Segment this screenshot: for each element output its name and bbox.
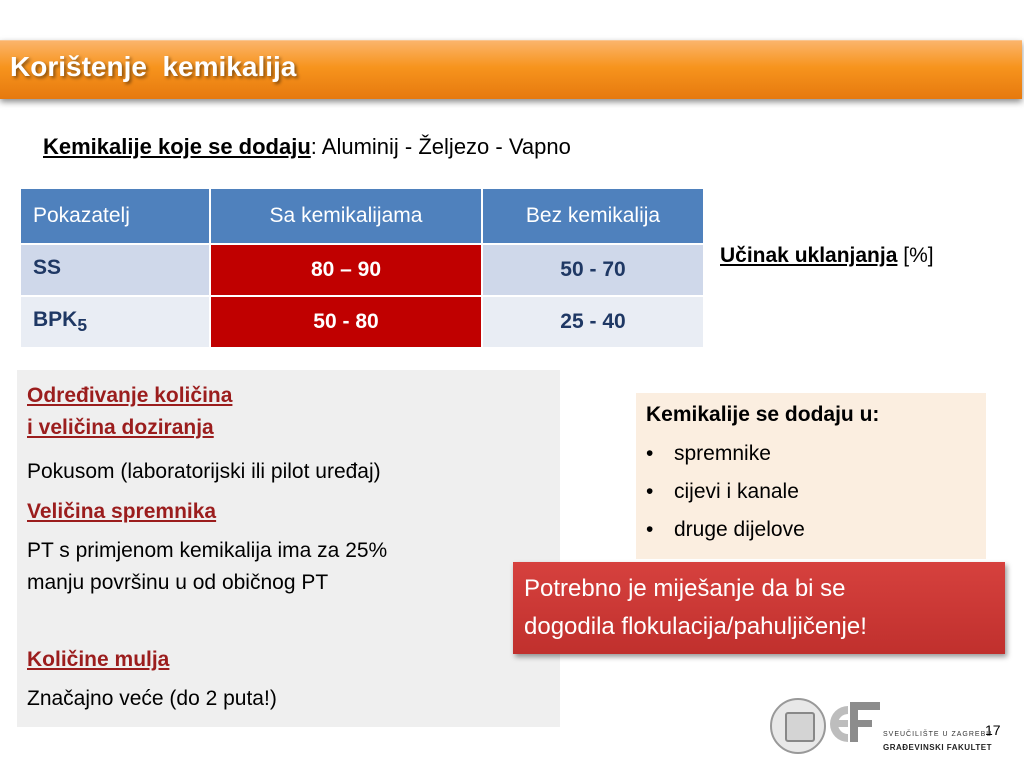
intro-value: : Aluminij - Željezo - Vapno [310, 134, 571, 159]
callout-line-1: Potrebno je miješanje da bi se [524, 575, 846, 602]
cell-with-chemicals: 80 – 90 [210, 244, 482, 296]
cell-without-chemicals: 25 - 40 [482, 296, 704, 348]
removal-table [19, 187, 705, 349]
intro-label: Kemikalije koje se dodaju [43, 134, 311, 159]
text-tank-size: PT s primjenom kemikalija ima za 25% manju površinu u od običnog PT [27, 539, 388, 594]
heading-tank-size: Veličina spremnika [27, 500, 217, 523]
slide-title: Korištenje kemikalija [10, 51, 297, 82]
row-label: $BPK_5$ [20, 296, 210, 348]
callout-line-2: dogodila flokulacija/pahuljičenje! [524, 613, 867, 640]
heading-sludge: Količine mulja [27, 648, 170, 671]
university-name: SVEUČILIŠTE U ZAGREBU [883, 731, 993, 738]
intro-line [43, 134, 571, 160]
dosing-info-box [17, 370, 560, 727]
list-item: • spremnike [646, 435, 805, 473]
list-item: • cijevi i kanale [646, 473, 805, 511]
mixing-callout [513, 562, 1005, 654]
gf-logo-icon [822, 698, 882, 748]
table-header-row [20, 188, 704, 244]
cell-without-chemicals: 50 - 70 [482, 244, 704, 296]
text-dosing: Pokusom (laboratorijski ili pilot uređaj) [27, 460, 381, 483]
ucinak-label [720, 244, 934, 268]
page-number: 17 [985, 722, 1001, 738]
ucinak-unit: [%] [897, 244, 934, 267]
header-pokazatelj: Pokazatelj [20, 188, 210, 244]
heading-dosing: Određivanje količina i veličina doziranja [27, 384, 233, 439]
header-sa-kemikalijama: Sa kemikalijama [210, 188, 482, 244]
added-to-box [636, 393, 986, 559]
table-row-bpk [20, 296, 704, 348]
list-item: • druge dijelove [646, 511, 805, 549]
faculty-name: GRAĐEVINSKI FAKULTET [883, 743, 992, 752]
added-to-heading: Kemikalije se dodaju u: [646, 403, 880, 426]
title-bar [0, 40, 1022, 99]
bullet-icon: • [646, 480, 654, 503]
table-row-ss [20, 244, 704, 296]
cell-with-chemicals: 50 - 80 [210, 296, 482, 348]
bullet-icon: • [646, 518, 654, 541]
university-crest-icon [770, 698, 826, 754]
header-bez-kemikalija: Bez kemikalija [482, 188, 704, 244]
row-label: SS [20, 244, 210, 296]
ucinak-text: Učinak uklanjanja [720, 244, 898, 267]
added-to-list [646, 435, 805, 549]
bullet-icon: • [646, 442, 654, 465]
text-sludge: Značajno veće (do 2 puta!) [27, 687, 277, 710]
